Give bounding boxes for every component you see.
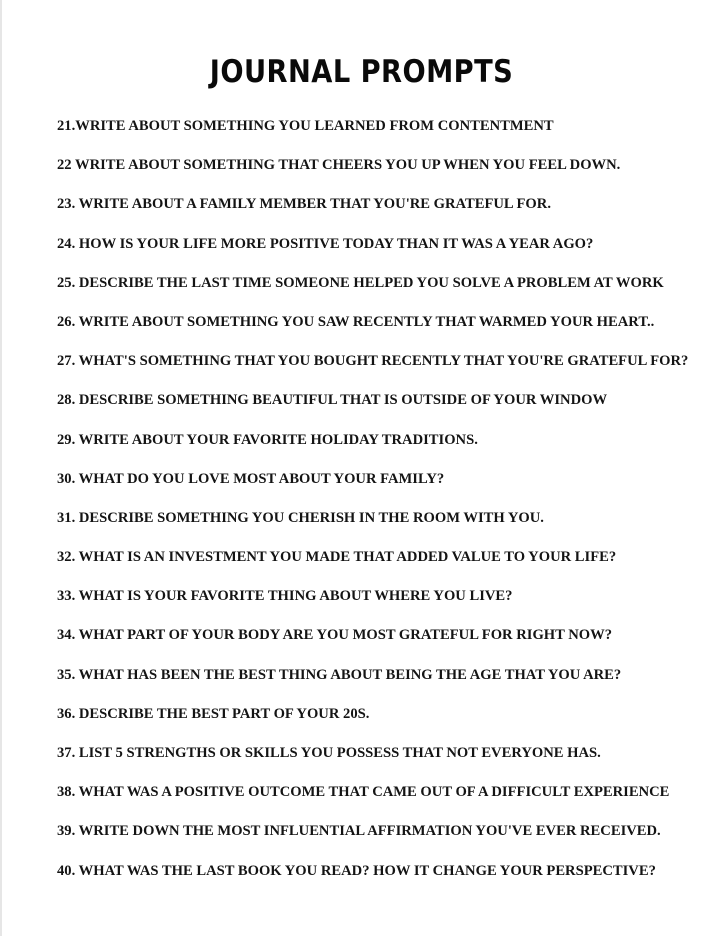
prompt-item: 22 WRITE ABOUT SOMETHING THAT CHEERS YOU UP WHEN YOU FEEL DOWN. bbox=[57, 157, 621, 174]
prompt-item: 35. WHAT HAS BEEN THE BEST THING ABOUT BEING THE AGE THAT YOU ARE? bbox=[57, 666, 622, 683]
prompt-item: 30. WHAT DO YOU LOVE MOST ABOUT YOUR FAMILY? bbox=[57, 470, 445, 487]
prompt-item: 36. DESCRIBE THE BEST PART OF YOUR 20S. bbox=[57, 705, 370, 722]
prompt-item: 34. WHAT PART OF YOUR BODY ARE YOU MOST GRATEFUL FOR RIGHT NOW? bbox=[57, 627, 613, 644]
page-title: JOURNAL PROMPTS bbox=[209, 54, 514, 90]
prompt-item: 38. WHAT WAS A POSITIVE OUTCOME THAT CAME OUT OF A DIFFICULT EXPERIENCE bbox=[57, 784, 670, 801]
prompt-item: 23. WRITE ABOUT A FAMILY MEMBER THAT YOU'RE GRATEFUL FOR. bbox=[57, 196, 551, 213]
prompt-item: 32. WHAT IS AN INVESTMENT YOU MADE THAT ADDED VALUE TO YOUR LIFE? bbox=[57, 549, 617, 566]
prompt-item: 29. WRITE ABOUT YOUR FAVORITE HOLIDAY TRADITIONS. bbox=[57, 431, 478, 448]
prompt-item: 37. LIST 5 STRENGTHS OR SKILLS YOU POSSESS THAT NOT EVERYONE HAS. bbox=[57, 745, 601, 761]
prompt-item: 24. HOW IS YOUR LIFE MORE POSITIVE TODAY THAN IT WAS A YEAR AGO? bbox=[57, 235, 594, 252]
prompt-item: 27. WHAT'S SOMETHING THAT YOU BOUGHT RECENTLY THAT YOU'RE GRATEFUL FOR? bbox=[57, 353, 689, 370]
prompt-item: 40. WHAT WAS THE LAST BOOK YOU READ? HOW IT CHANGE YOUR PERSPECTIVE? bbox=[57, 862, 656, 879]
prompt-item: 21.WRITE ABOUT SOMETHING YOU LEARNED FROM CONTENTMENT bbox=[57, 118, 554, 134]
prompt-item: 33. WHAT IS YOUR FAVORITE THING ABOUT WHERE YOU LIVE? bbox=[57, 588, 513, 605]
page-edge bbox=[0, 0, 2, 936]
prompt-item: 39. WRITE DOWN THE MOST INFLUENTIAL AFFIRMATION YOU'VE EVER RECEIVED. bbox=[57, 823, 661, 840]
prompt-list bbox=[57, 116, 697, 900]
prompt-item: 28. DESCRIBE SOMETHING BEAUTIFUL THAT IS OUTSIDE OF YOUR WINDOW bbox=[57, 392, 608, 409]
prompt-item: 25. DESCRIBE THE LAST TIME SOMEONE HELPED YOU SOLVE A PROBLEM AT WORK bbox=[57, 274, 664, 291]
prompt-item: 26. WRITE ABOUT SOMETHING YOU SAW RECENTLY THAT WARMED YOUR HEART.. bbox=[57, 313, 655, 330]
prompt-item: 31. DESCRIBE SOMETHING YOU CHERISH IN THE ROOM WITH YOU. bbox=[57, 509, 544, 526]
